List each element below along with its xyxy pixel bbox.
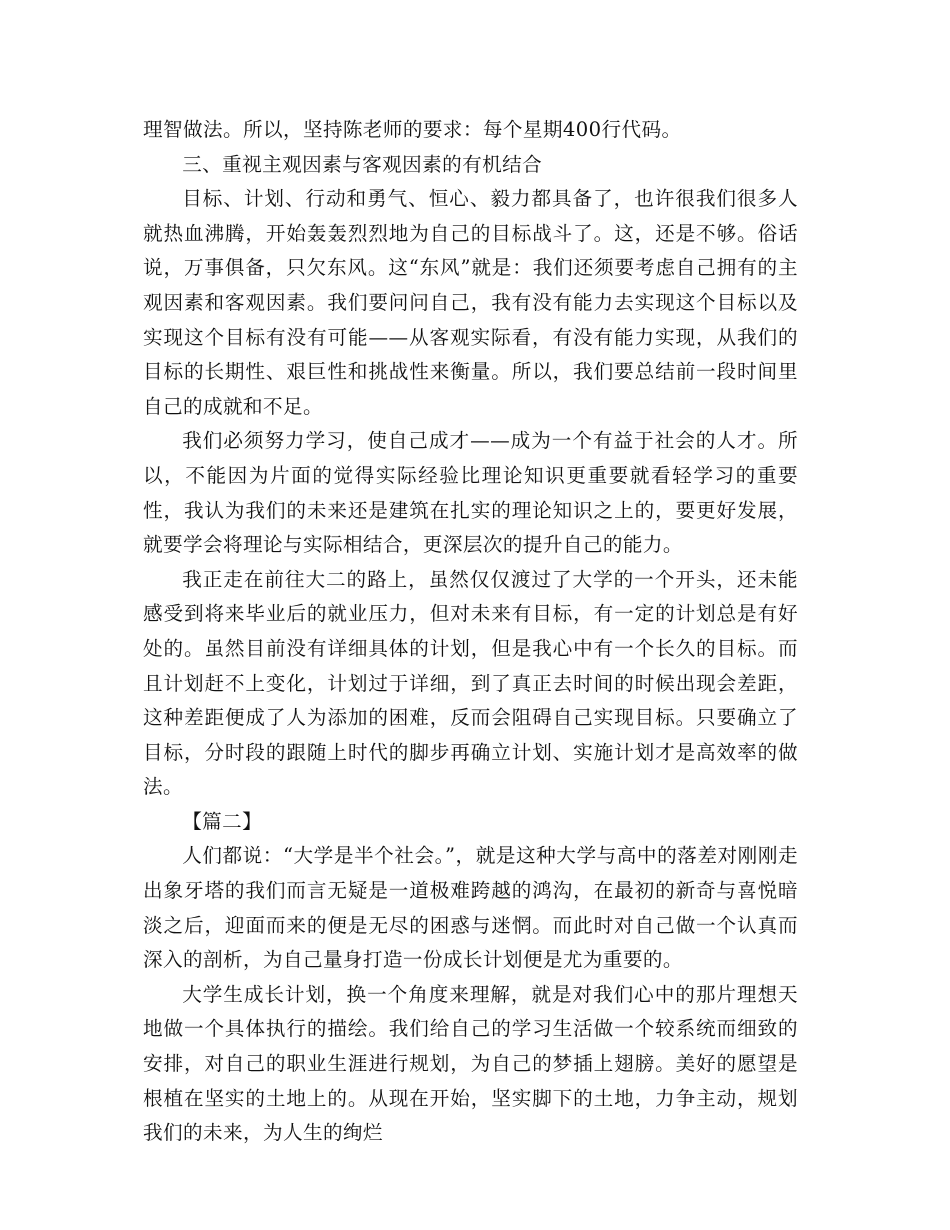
paragraph: 我正走在前往大二的路上，虽然仅仅渡过了大学的一个开头，还未能感受到将来毕业后的就业压力，但对未来有目标，有一定的计划总是有好处的。虽然目前没有详细具体的计划，但是我心中有一个长久的目标。而且计划赶不上变化，计划过于详细，到了真正去时间的时候出现会差距，这种差距便成了人为添加的困难，反而会阻碍自己实现目标。只要确立了目标，分时段的跟随上时代的脚步再确立计划、实施计划才是高效率的做法。 [143, 567, 798, 799]
section-marker: 【篇二】 [182, 809, 263, 833]
paragraph: 目标、计划、行动和勇气、恒心、毅力都具备了，也许很我们很多人就热血沸腾，开始轰轰烈烈地为自己的目标战斗了。这，还是不够。俗话说，万事俱备，只欠东风。这“东风”就是：我们还须要考虑自己拥有的主观因素和客观因素。我们要问问自己，我有没有能力去实现这个目标以及实现这个目标有没有可能——从客观实际看，有没有能力实现，从我们的目标的长期性、艰巨性和挑战性来衡量。所以，我们要总结前一段时间里自己的成就和不足。 [143, 187, 798, 418]
paragraph: 人们都说：“大学是半个社会。”，就是这种大学与高中的落差对刚刚走出象牙塔的我们而言无疑是一道极难跨越的鸿沟，在最初的新奇与喜悦暗淡之后，迎面而来的便是无尽的困惑与迷惘。而此时对自己做一个认真而深入的剖析，为自己量身打造一份成长计划便是尤为重要的。 [143, 844, 798, 972]
paragraph: 我们必须努力学习，使自己成才——成为一个有益于社会的人才。所以，不能因为片面的觉得实际经验比理论知识更重要就看轻学习的重要性，我认为我们的未来还是建筑在扎实的理论知识之上的，要更好发展，就要学会将理论与实际相结合，更深层次的提升自己的能力。 [143, 429, 798, 557]
paragraph-continuation: 理智做法。所以，坚持陈老师的要求：每个星期400行代码。 [143, 118, 682, 141]
paragraph: 大学生成长计划，换一个角度来理解，就是对我们心中的那片理想天地做一个具体执行的描绘。我们给自己的学习生活做一个较系统而细致的安排，对自己的职业生涯进行规划，为自己的梦插上翅膀。美好的愿望是根植在坚实的土地上的。从现在开始，坚实脚下的土地，力争主动，规划我们的未来，为人生的绚烂 [143, 982, 798, 1145]
section-heading: 三、重视主观因素与客观因素的有机结合 [182, 152, 543, 176]
document-page [143, 113, 798, 1151]
